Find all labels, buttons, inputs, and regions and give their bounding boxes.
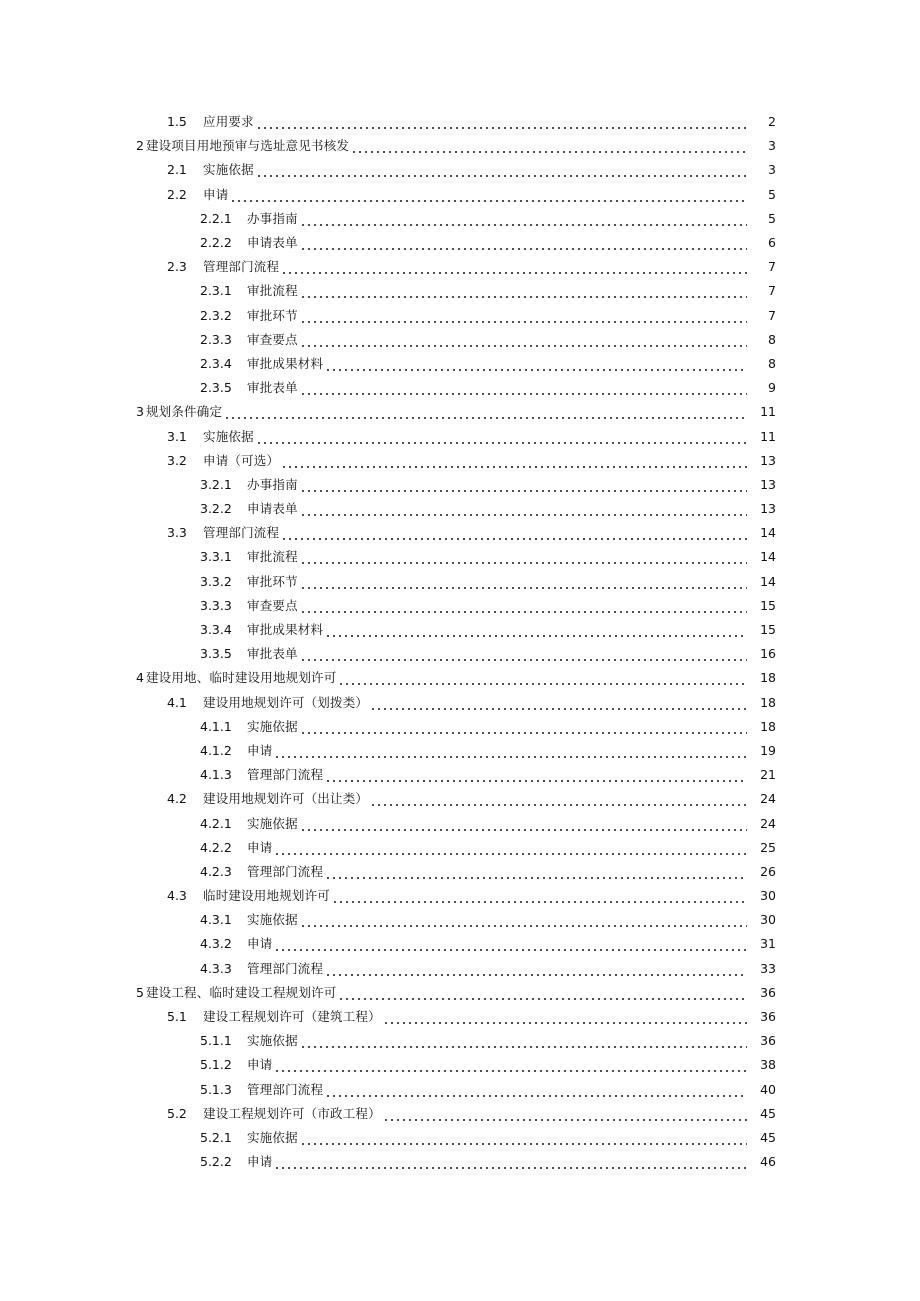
dot-leader	[325, 767, 747, 783]
toc-entry[interactable]	[0, 691, 920, 715]
toc-entry-title: 办事指南	[247, 476, 298, 492]
toc-entry[interactable]	[0, 328, 920, 352]
dot-leader	[300, 816, 747, 832]
toc-entry-title: 实施依据	[247, 718, 298, 734]
dot-leader	[325, 864, 747, 880]
toc-entry-number: 3.3.5	[200, 646, 232, 662]
toc-entry-number: 1.5	[167, 114, 187, 130]
toc-entry-page-number: 24	[760, 791, 776, 807]
toc-entry[interactable]	[0, 231, 920, 255]
toc-entry-title: 建设用地、临时建设用地规划许可	[145, 670, 337, 686]
dot-leader	[281, 259, 747, 275]
toc-entry[interactable]	[0, 739, 920, 763]
dot-leader	[300, 598, 747, 614]
dot-leader	[300, 308, 747, 324]
toc-entry-number: 2.2	[167, 186, 187, 202]
toc-entry-title: 实施依据	[247, 1129, 298, 1145]
toc-entry[interactable]	[0, 981, 920, 1005]
toc-entry-number: 2.3	[167, 259, 187, 275]
toc-entry-page-number: 25	[760, 839, 776, 855]
toc-entry-page-number: 24	[760, 815, 776, 831]
toc-entry-page-number: 13	[760, 501, 776, 517]
toc-entry-title: 应用要求	[203, 114, 254, 130]
toc-entry[interactable]	[0, 618, 920, 642]
toc-entry[interactable]	[0, 134, 920, 158]
dot-leader	[300, 283, 747, 299]
toc-entry-title: 临时建设用地规划许可	[203, 888, 331, 904]
toc-entry[interactable]	[0, 811, 920, 835]
dot-leader	[383, 1009, 747, 1025]
toc-entry-number: 4.3.2	[200, 936, 232, 952]
toc-entry-number: 3.2.2	[200, 501, 232, 517]
toc-entry-page-number: 3	[768, 162, 776, 178]
dot-leader	[300, 549, 747, 565]
dot-leader	[370, 695, 747, 711]
dot-leader	[256, 114, 747, 130]
toc-entry[interactable]	[0, 836, 920, 860]
toc-entry-title: 实施依据	[203, 428, 254, 444]
toc-entry[interactable]	[0, 1005, 920, 1029]
toc-entry[interactable]	[0, 545, 920, 569]
toc-entry-number: 2.3.1	[200, 283, 232, 299]
toc-entry-page-number: 19	[760, 742, 776, 758]
toc-entry-title: 申请	[247, 742, 273, 758]
dot-leader	[370, 791, 747, 807]
dot-leader	[281, 453, 747, 469]
toc-entry[interactable]	[0, 1150, 920, 1174]
toc-entry-title: 申请	[203, 186, 229, 202]
toc-entry-title: 管理部门流程	[247, 1081, 324, 1097]
dot-leader	[338, 985, 747, 1001]
toc-entry-page-number: 7	[768, 307, 776, 323]
toc-entry[interactable]	[0, 400, 920, 424]
toc-entry-page-number: 11	[760, 428, 776, 444]
toc-entry[interactable]	[0, 570, 920, 594]
toc-entry-title: 建设工程规划许可（建筑工程）	[203, 1009, 381, 1025]
toc-entry-number: 4.2.3	[200, 863, 232, 879]
toc-entry[interactable]	[0, 1029, 920, 1053]
toc-entry[interactable]	[0, 279, 920, 303]
toc-entry-page-number: 31	[760, 936, 776, 952]
toc-entry-title: 建设工程规划许可（市政工程）	[203, 1105, 381, 1121]
dot-leader	[300, 1033, 747, 1049]
toc-entry-number: 3.2.1	[200, 476, 232, 492]
toc-entry-title: 管理部门流程	[247, 863, 324, 879]
dot-leader	[325, 1082, 747, 1098]
dot-leader	[300, 574, 747, 590]
toc-entry-page-number: 46	[760, 1154, 776, 1170]
toc-entry-number: 3.3.4	[200, 622, 232, 638]
toc-entry-page-number: 15	[760, 597, 776, 613]
toc-entry-page-number: 18	[760, 718, 776, 734]
toc-entry-number: 4.2	[167, 791, 187, 807]
toc-entry-number: 2.2.2	[200, 235, 232, 251]
toc-entry-title: 审批表单	[247, 380, 298, 396]
toc-entry[interactable]	[0, 1078, 920, 1102]
toc-entry-title: 建设工程、临时建设工程规划许可	[145, 984, 337, 1000]
toc-entry-title: 申请	[247, 839, 273, 855]
toc-entry-title: 审批成果材料	[247, 622, 324, 638]
dot-leader	[274, 840, 747, 856]
toc-entry[interactable]	[0, 666, 920, 690]
dot-leader	[256, 429, 747, 445]
toc-entry-page-number: 36	[760, 1009, 776, 1025]
toc-entry-title: 实施依据	[247, 815, 298, 831]
toc-entry-title: 实施依据	[203, 162, 254, 178]
toc-entry-title: 审批流程	[247, 283, 298, 299]
toc-entry-title: 申请	[247, 936, 273, 952]
toc-entry-title: 管理部门流程	[247, 767, 324, 783]
toc-entry[interactable]	[0, 255, 920, 279]
toc-entry-page-number: 5	[768, 210, 776, 226]
toc-entry-page-number: 21	[760, 767, 776, 783]
toc-entry[interactable]	[0, 787, 920, 811]
toc-entry-title: 审批环节	[247, 573, 298, 589]
toc-entry-page-number: 18	[760, 670, 776, 686]
toc-entry-number: 5.2.2	[200, 1154, 232, 1170]
toc-entry-page-number: 36	[760, 984, 776, 1000]
dot-leader	[300, 912, 747, 928]
toc-entry-title: 建设用地规划许可（划拨类）	[203, 694, 369, 710]
toc-entry-page-number: 13	[760, 476, 776, 492]
toc-entry-number: 3.1	[167, 428, 187, 444]
toc-entry-number: 5.2.1	[200, 1129, 232, 1145]
toc-entry-title: 规划条件确定	[145, 404, 223, 420]
toc-entry-title: 审批环节	[247, 307, 298, 323]
toc-entry[interactable]	[0, 158, 920, 182]
toc-entry-page-number: 7	[768, 283, 776, 299]
toc-entry-page-number: 14	[760, 573, 776, 589]
toc-entry-title: 审批流程	[247, 549, 298, 565]
toc-entry-page-number: 45	[760, 1105, 776, 1121]
toc-entry-number: 5	[136, 984, 144, 1000]
toc-entry-title: 申请（可选）	[203, 452, 280, 468]
toc-entry[interactable]	[0, 376, 920, 400]
toc-entry-number: 3.3.3	[200, 597, 232, 613]
dot-leader	[274, 1154, 747, 1170]
toc-entry[interactable]	[0, 860, 920, 884]
toc-entry[interactable]	[0, 424, 920, 448]
toc-entry-title: 审批表单	[247, 646, 298, 662]
toc-entry-title: 申请表单	[247, 501, 298, 517]
toc-entry[interactable]	[0, 932, 920, 956]
toc-entry-title: 审查要点	[247, 597, 298, 613]
toc-entry-number: 2.1	[167, 162, 187, 178]
toc-entry-page-number: 33	[760, 960, 776, 976]
toc-entry-title: 实施依据	[247, 912, 298, 928]
toc-entry-page-number: 7	[768, 259, 776, 275]
toc-entry-page-number: 16	[760, 646, 776, 662]
toc-entry[interactable]	[0, 884, 920, 908]
dot-leader	[300, 646, 747, 662]
dot-leader	[351, 138, 747, 154]
table-of-contents	[0, 110, 920, 1174]
toc-entry[interactable]	[0, 1102, 920, 1126]
toc-entry[interactable]	[0, 1126, 920, 1150]
dot-leader	[383, 1106, 747, 1122]
dot-leader	[281, 525, 747, 541]
dot-leader	[274, 936, 747, 952]
toc-entry-number: 4.1.2	[200, 742, 232, 758]
toc-entry-title: 管理部门流程	[203, 525, 280, 541]
toc-entry-number: 2.3.3	[200, 331, 232, 347]
toc-entry-page-number: 3	[768, 138, 776, 154]
dot-leader	[300, 1130, 747, 1146]
dot-leader	[274, 743, 747, 759]
toc-entry-page-number: 14	[760, 525, 776, 541]
toc-entry[interactable]	[0, 352, 920, 376]
dot-leader	[300, 719, 747, 735]
toc-entry-title: 办事指南	[247, 210, 298, 226]
dot-leader	[300, 501, 747, 517]
toc-entry-number: 2.3.5	[200, 380, 232, 396]
dot-leader	[300, 477, 747, 493]
toc-entry-number: 4.2.1	[200, 815, 232, 831]
toc-entry-page-number: 6	[768, 235, 776, 251]
toc-entry[interactable]	[0, 957, 920, 981]
toc-entry-title: 申请表单	[247, 235, 298, 251]
dot-leader	[300, 380, 747, 396]
toc-entry-page-number: 30	[760, 888, 776, 904]
toc-entry-title: 建设用地规划许可（出让类）	[203, 791, 369, 807]
toc-entry-number: 3	[136, 404, 144, 420]
dot-leader	[325, 961, 747, 977]
toc-entry-number: 4.3.3	[200, 960, 232, 976]
dot-leader	[256, 162, 747, 178]
toc-entry[interactable]	[0, 449, 920, 473]
toc-entry-number: 4.1.1	[200, 718, 232, 734]
toc-entry-number: 5.2	[167, 1105, 187, 1121]
toc-entry-number: 2.3.4	[200, 355, 232, 371]
toc-entry-number: 3.2	[167, 452, 187, 468]
dot-leader	[274, 1057, 747, 1073]
toc-entry-number: 3.3.1	[200, 549, 232, 565]
dot-leader	[325, 622, 747, 638]
toc-entry-page-number: 13	[760, 452, 776, 468]
toc-entry[interactable]	[0, 1053, 920, 1077]
toc-entry-title: 审查要点	[247, 331, 298, 347]
toc-entry[interactable]	[0, 110, 920, 134]
toc-entry-title: 实施依据	[247, 1033, 298, 1049]
toc-entry-page-number: 9	[768, 380, 776, 396]
toc-entry-number: 4	[136, 670, 144, 686]
toc-entry-number: 3.3.2	[200, 573, 232, 589]
toc-entry-number: 4.1.3	[200, 767, 232, 783]
toc-entry-page-number: 26	[760, 863, 776, 879]
toc-entry-number: 2	[136, 138, 144, 154]
toc-entry-number: 4.3	[167, 888, 187, 904]
toc-entry[interactable]	[0, 473, 920, 497]
toc-entry-page-number: 2	[768, 114, 776, 130]
toc-entry[interactable]	[0, 207, 920, 231]
toc-entry-page-number: 5	[768, 186, 776, 202]
toc-entry-title: 申请	[247, 1057, 273, 1073]
toc-entry[interactable]	[0, 521, 920, 545]
toc-entry[interactable]	[0, 715, 920, 739]
toc-entry-page-number: 11	[760, 404, 776, 420]
toc-entry-number: 5.1.3	[200, 1081, 232, 1097]
toc-entry-number: 3.3	[167, 525, 187, 541]
toc-entry-page-number: 8	[768, 355, 776, 371]
toc-entry-page-number: 45	[760, 1129, 776, 1145]
dot-leader	[230, 187, 747, 203]
toc-entry[interactable]	[0, 304, 920, 328]
toc-entry-title: 建设项目用地预审与选址意见书核发	[145, 138, 350, 154]
toc-entry-number: 4.2.2	[200, 839, 232, 855]
toc-entry-page-number: 30	[760, 912, 776, 928]
toc-entry-number: 5.1.2	[200, 1057, 232, 1073]
toc-entry[interactable]	[0, 183, 920, 207]
toc-entry-number: 5.1.1	[200, 1033, 232, 1049]
toc-entry-number: 5.1	[167, 1009, 187, 1025]
toc-entry[interactable]	[0, 497, 920, 521]
toc-entry-page-number: 18	[760, 694, 776, 710]
dot-leader	[224, 404, 747, 420]
toc-entry-title: 申请	[247, 1154, 273, 1170]
toc-entry-number: 2.2.1	[200, 210, 232, 226]
dot-leader	[300, 332, 747, 348]
dot-leader	[325, 356, 747, 372]
toc-entry-title: 管理部门流程	[203, 259, 280, 275]
toc-entry-page-number: 8	[768, 331, 776, 347]
toc-entry-page-number: 15	[760, 622, 776, 638]
toc-entry-number: 2.3.2	[200, 307, 232, 323]
toc-entry-page-number: 36	[760, 1033, 776, 1049]
toc-entry-title: 管理部门流程	[247, 960, 324, 976]
dot-leader	[300, 211, 747, 227]
dot-leader	[332, 888, 747, 904]
dot-leader	[300, 235, 747, 251]
toc-entry[interactable]	[0, 908, 920, 932]
dot-leader	[338, 670, 747, 686]
toc-entry-page-number: 14	[760, 549, 776, 565]
toc-entry-page-number: 40	[760, 1081, 776, 1097]
toc-entry-page-number: 38	[760, 1057, 776, 1073]
toc-entry[interactable]	[0, 763, 920, 787]
toc-entry[interactable]	[0, 642, 920, 666]
toc-entry[interactable]	[0, 594, 920, 618]
toc-entry-title: 审批成果材料	[247, 355, 324, 371]
toc-entry-number: 4.3.1	[200, 912, 232, 928]
toc-entry-number: 4.1	[167, 694, 187, 710]
